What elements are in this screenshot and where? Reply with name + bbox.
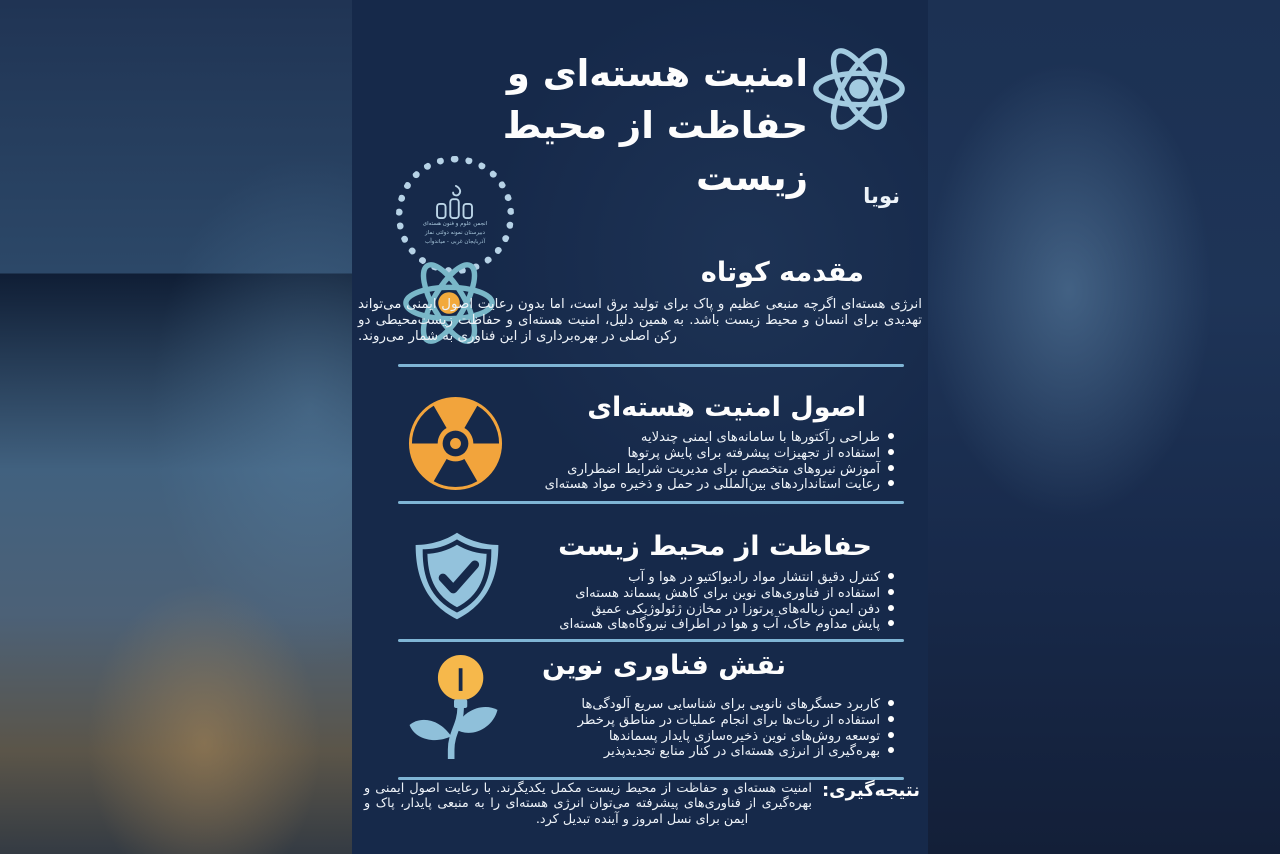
- section-heading-security: اصول امنیت هسته‌ای: [587, 392, 866, 423]
- technology-bullet-list: [378, 697, 894, 760]
- blurred-backdrop-right: [928, 0, 1280, 854]
- conclusion-heading: نتیجه‌گیری:: [821, 780, 920, 801]
- list-item: توسعه روش‌های نوین ذخیره‌سازی پایدار پسماندها: [378, 729, 894, 745]
- list-item: آموزش نیروهای متخصص برای مدیریت شرایط اضطراری: [378, 462, 894, 478]
- conclusion-paragraph: امنیت هسته‌ای و حفاظت از محیط زیست مکمل یکدیگرند. با رعایت اصول ایمنی و بهره‌گیری از فناوری‌های پیشرفته می‌توان انرژی هسته‌ای را به منبعی پایدار، پاک و ایمن برای نسل امروز و آینده تبدیل کرد.: [364, 781, 812, 827]
- divider: [398, 639, 904, 642]
- list-item: استفاده از تجهیزات پیشرفته برای پایش پرتوها: [378, 446, 894, 462]
- logo-text-line2: دبیرستان نمونه دولتی نماز: [425, 229, 486, 236]
- conclusion-block: [364, 781, 920, 827]
- list-item: استفاده از فناوری‌های نوین برای کاهش پسماند هسته‌ای: [378, 586, 894, 602]
- list-item: کنترل دقیق انتشار مواد رادیواکتیو در هوا و آب: [378, 570, 894, 586]
- poster-title-line2: حفاظت از محیط زیست: [502, 104, 808, 199]
- divider: [398, 364, 904, 367]
- logo-text-line1: انجمن علوم و فنون هسته‌ای: [422, 220, 488, 227]
- list-item: کاربرد حسگرهای نانویی برای شناسایی سریع آلودگی‌ها: [378, 697, 894, 713]
- section-heading-intro: مقدمه کوتاه: [700, 257, 864, 288]
- atom-icon: [810, 40, 908, 138]
- list-item: طراحی رآکتورها با سامانه‌های ایمنی چندلایه: [378, 430, 894, 446]
- security-bullet-list: [378, 430, 894, 493]
- divider: [398, 501, 904, 504]
- intro-paragraph: انرژی هسته‌ای اگرچه منبعی عظیم و پاک برای تولید برق است، اما بدون رعایت اصول ایمنی می‌تواند تهدیدی برای انسان و محیط زیست باشد. به همین دلیل، امنیت هسته‌ای و حفاظت زیست‌محیطی دو رکن اصلی در بهره‌برداری از این فناوری به شمار می‌روند.: [358, 297, 922, 345]
- list-item: دفن ایمن زباله‌های پرتوزا در مخازن ژئولوژیکی عمیق: [378, 602, 894, 618]
- environment-bullet-list: [378, 570, 894, 633]
- list-item: بهره‌گیری از انرژی هسته‌ای در کنار منابع تجدیدپذیر: [378, 744, 894, 760]
- logo-text-line3: آذربایجان غربی - میاندوآب: [425, 238, 485, 245]
- section-heading-environment: حفاظت از محیط زیست: [558, 531, 872, 562]
- infographic-poster: [352, 0, 928, 854]
- blurred-backdrop-left: [0, 0, 352, 854]
- section-heading-technology: نقش فناوری نوین: [542, 650, 786, 681]
- list-item: پایش مداوم خاک، آب و هوا در اطراف نیروگاه‌های هسته‌ای: [378, 617, 894, 633]
- brand-name: نویا: [863, 184, 900, 208]
- list-item: استفاده از ربات‌ها برای انجام عملیات در مناطق پرخطر: [378, 713, 894, 729]
- list-item: رعایت استانداردهای بین‌المللی در حمل و ذخیره مواد هسته‌ای: [378, 477, 894, 493]
- logo-towers-icon: [432, 185, 478, 219]
- poster-title-line1: امنیت هسته‌ای و: [506, 52, 808, 95]
